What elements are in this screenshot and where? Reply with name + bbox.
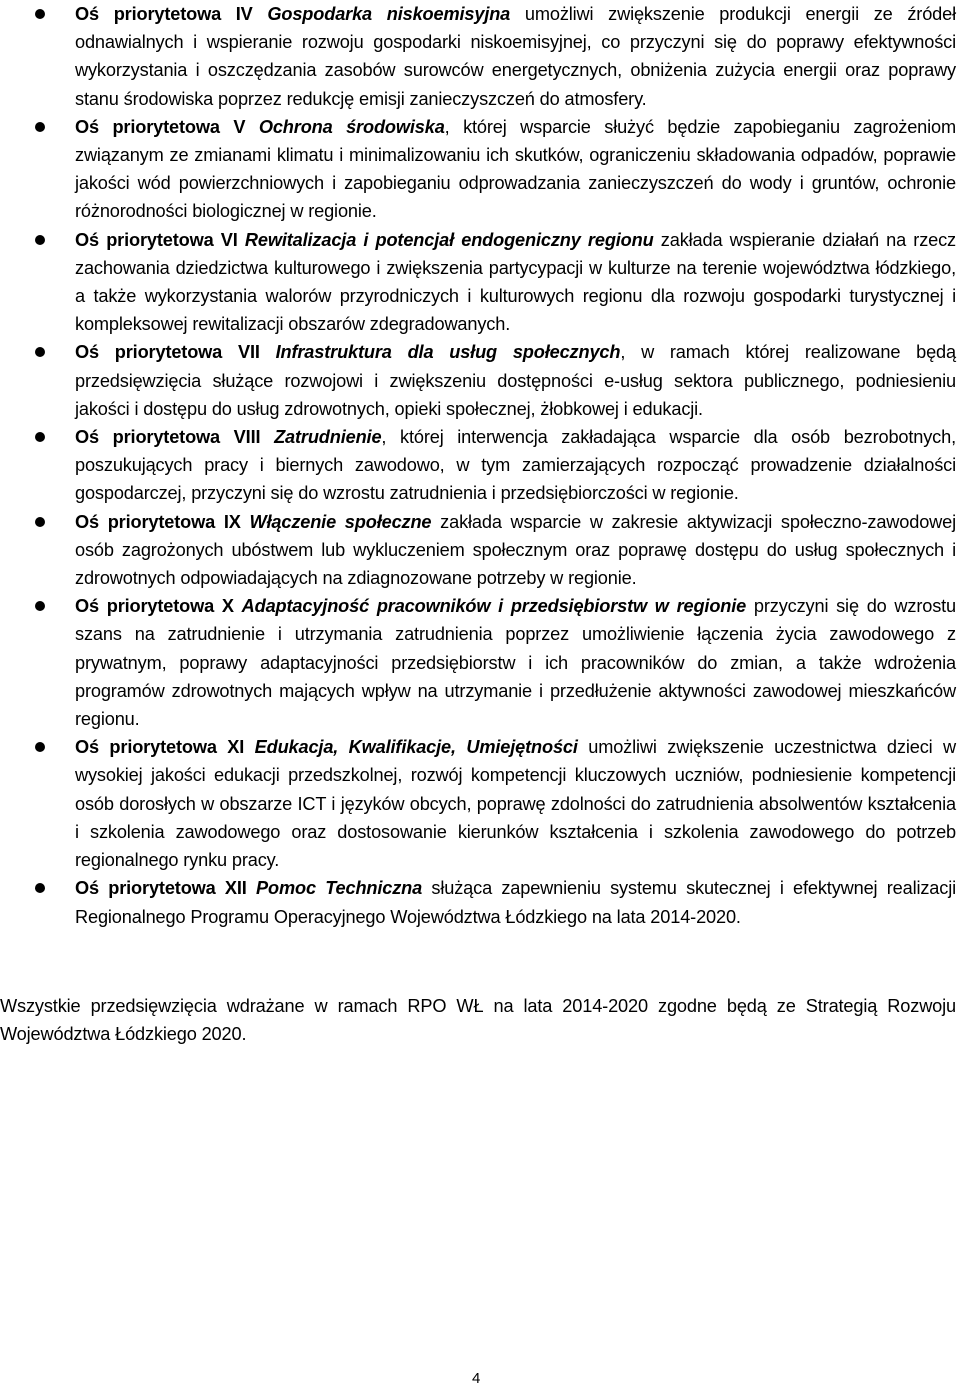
axis-name: Gospodarka niskoemisyjna <box>267 4 511 24</box>
axis-name: Rewitalizacja i potencjał endogeniczny regionu <box>244 229 654 250</box>
axis-description: , w ramach której realizowane będą przedsięwzięcia służące rozwojowi i zwiększeniu dostępności e-usług sektora publicznego, podniesieniu jakości i dostępu do usług zdrowotnych, opieki społecznej, żłobkowej i edukacji. <box>75 342 956 419</box>
axis-description: zakłada wspieranie działań na rzecz zachowania dziedzictwa kulturowego i zwiększenia partycypacji w kulturze na terenie województwa łódzkiego, a także wykorzystania walorów przyrodniczych i kulturowych regionu dla rozwoju gospodarki turystycznej i kompleksowej rewitalizacji obszarów zdegradowanych. <box>75 229 956 335</box>
axis-label: Oś priorytetowa VI <box>75 229 238 250</box>
bullet-icon <box>35 235 45 245</box>
bullet-icon <box>35 517 45 527</box>
axis-name: Pomoc Techniczna <box>256 878 423 899</box>
axis-description: , której interwencja zakładająca wsparcie dla osób bezrobotnych, poszukujących pracy i biernych zawodowo, w tym zamierzających rozpocząć prowadzenie działalności gospodarczej, przyczyni się do wzrostu zatrudnienia i przedsiębiorczości w regionie. <box>75 427 956 504</box>
list-item-axis-xii <box>0 874 960 930</box>
list-item-axis-ix <box>0 508 960 593</box>
axis-label: Oś priorytetowa XI <box>75 737 245 758</box>
axis-name: Włączenie społeczne <box>249 511 432 532</box>
axis-label: Oś priorytetowa VII <box>75 342 260 363</box>
bullet-icon <box>35 9 45 19</box>
axis-label: Oś priorytetowa XII <box>75 878 247 899</box>
list-item-axis-iv <box>0 0 960 113</box>
axis-name: Zatrudnienie <box>274 427 382 448</box>
bullet-icon <box>35 601 45 611</box>
axis-label: Oś priorytetowa IX <box>75 511 241 532</box>
list-item-axis-x <box>0 592 960 733</box>
list-item-axis-xi <box>0 733 960 874</box>
list-item-axis-viii <box>0 423 960 508</box>
bullet-icon <box>35 432 45 442</box>
axis-name: Ochrona środowiska <box>258 116 445 137</box>
axis-label: Oś priorytetowa V <box>75 116 246 137</box>
list-item-axis-vii <box>0 338 960 423</box>
bullet-icon <box>35 347 45 357</box>
axis-name: Edukacja, Kwalifikacje, Umiejętności <box>254 737 578 758</box>
axis-description: zakłada wsparcie w zakresie aktywizacji społeczno-zawodowej osób zagrożonych ubóstwem lub wykluczeniem społecznym oraz poprawę dostępu do usług społecznych i zdrowotnych odpowiadających na zdiagnozowane potrzeby w regionie. <box>75 511 957 589</box>
list-item-axis-v <box>0 113 960 226</box>
axis-description: umożliwi zwiększenie produkcji energii ze źródeł odnawialnych i wspieranie rozwoju gospodarki niskoemisyjnej, co przyczyni się do poprawy efektywności wykorzystania i oszczędzania zasobów surowców energetycznych, obniżenia zużycia energii oraz poprawy stanu środowiska poprzez redukcję emisji zanieczyszczeń do atmosfery. <box>75 4 956 109</box>
page-number: 4 <box>472 1370 481 1387</box>
list-item-axis-vi <box>0 226 960 339</box>
bullet-icon <box>35 742 45 752</box>
axis-description: , której wsparcie służyć będzie zapobieganiu zagrożeniom związanym ze zmianami klimatu i minimalizowaniu ich skutków, ograniczeniu składowania odpadów, poprawie jakości wód powierzchniowych i zapobieganiu odprowadzania zanieczyszczeń do wody i gruntów, ochronie różnorodności biologicznej w regionie. <box>75 116 957 222</box>
axis-description: służąca zapewnieniu systemu skutecznej i efektywnej realizacji Regionalnego Programu Operacyjnego Województwa Łódzkiego na lata 2014-2020. <box>75 878 957 927</box>
axis-name: Adaptacyjność pracowników i przedsiębiorstw w regionie <box>241 596 747 617</box>
axis-description: przyczyni się do wzrostu szans na zatrudnienie i utrzymania zatrudnienia poprzez umożliwienie łączenia życia zawodowego z prywatnym, poprawy adaptacyjności przedsiębiorstw i ich pracowników do zmian, a także wdrożenia programów zdrowotnych mających wpływ na utrzymanie i przedłużenie aktywności zawodowej mieszkańców regionu. <box>75 596 957 730</box>
axis-name: Infrastruktura dla usług społecznych <box>275 342 621 363</box>
summary-paragraph: Wszystkie przedsięwzięcia wdrażane w ramach RPO WŁ na lata 2014-2020 zgodne będą ze Strategią Rozwoju Województwa Łódzkiego 2020. <box>0 996 956 1045</box>
axis-label: Oś priorytetowa X <box>75 596 234 617</box>
bullet-icon <box>35 122 45 132</box>
axis-label: Oś priorytetowa VIII <box>75 427 261 448</box>
axis-label: Oś priorytetowa IV <box>75 4 253 24</box>
bullet-icon <box>35 883 45 893</box>
axis-description: umożliwi zwiększenie uczestnictwa dzieci w wysokiej jakości edukacji przedszkolnej, rozwój kompetencji kluczowych uczniów, podniesienie kompetencji osób dorosłych w obszarze ICT i języków obcych, poprawę zdolności do zatrudnienia absolwentów kształcenia i szkolenia zawodowego oraz dostosowanie kierunków kształcenia i szkolenia zawodowego do potrzeb regionalnego rynku pracy. <box>75 737 956 871</box>
